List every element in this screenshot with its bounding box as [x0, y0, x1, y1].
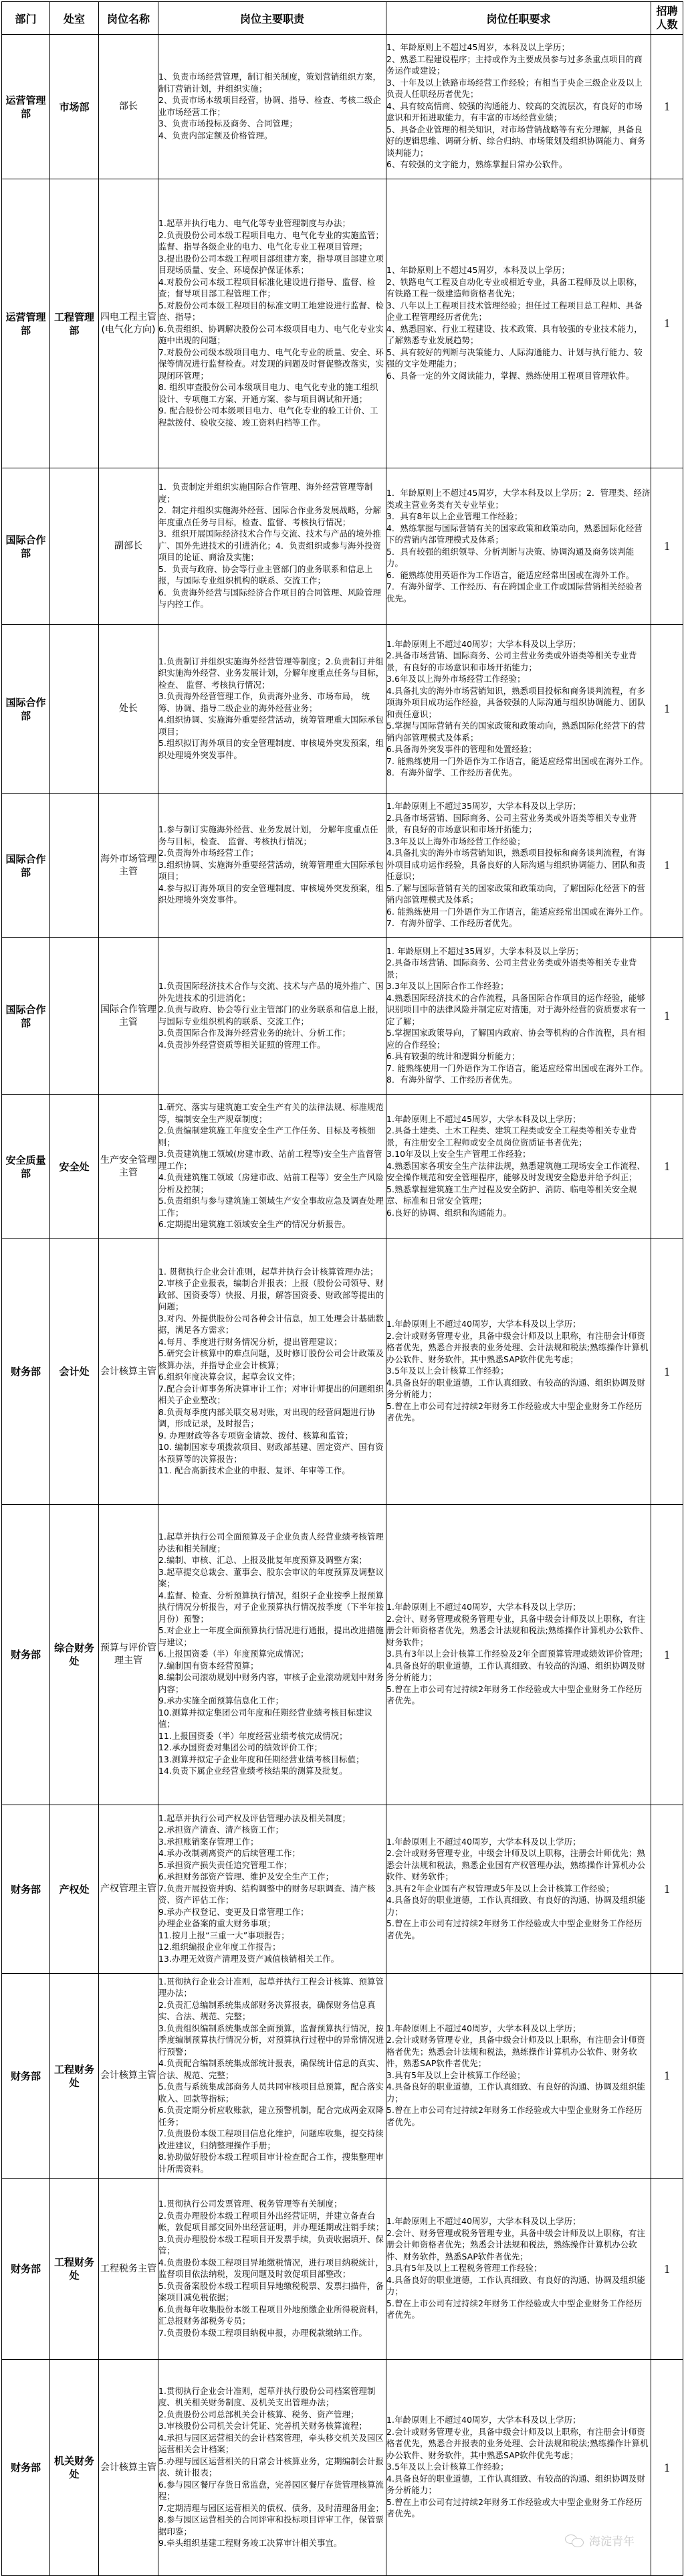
- duty-item: 7.配合会计师事务所决算审计工作；对审计师提出的问题组织相关子企业整改；: [158, 1384, 384, 1405]
- requirement-item: 7．有海外留学、工作经历、有在跨国企业工作或国际营销相关经验者优先。: [386, 582, 643, 604]
- requirement-item: 3.10年及以上安全生产管理工作经验；: [386, 1149, 531, 1160]
- table-row: [2, 1095, 683, 1239]
- cell-requirements: [386, 1505, 651, 1805]
- cell-dept: 财务部: [2, 1805, 50, 1974]
- table-row: [2, 179, 683, 468]
- cell-duties: [158, 794, 386, 938]
- requirement-item: 1.年龄原则上不超过40周岁；大学本科及以上学历；: [386, 639, 581, 649]
- duty-item: 9. 办理财政等各专项资金请款、拨付、核算和监管；: [158, 1431, 354, 1441]
- table-row: [2, 468, 683, 625]
- duty-item: 6.负责定期分析应收账款，建立预警机制，配合完成两金双降任务；: [158, 2106, 384, 2127]
- requirement-item: 5.掌握与国际营销有关的国家政策和政策动向，熟悉国际化经营下的营销内部管理模式及体系；: [386, 721, 646, 743]
- duty-item: 4.负责建筑施工领域（房建市政、站前工程等）安全生产风险分析及控制；: [158, 1173, 384, 1194]
- duty-item: 6.承担财务部资产管理、维护及安全生产工作；: [158, 1872, 334, 1882]
- duty-item: 1.贯彻执行企业会计准则，起草并执行工程会计核算、预算管理办法；: [158, 1976, 384, 1999]
- cell-office: 机关财务处: [50, 2360, 99, 2576]
- requirement-item: 5、具有较好的判断与决策能力、人际沟通能力、计划与执行能力、较强的文字处理能力；: [386, 347, 643, 369]
- requirement-item: 3.3年及以上国际合作工作经验；: [386, 982, 509, 991]
- cell-duties: [158, 179, 386, 468]
- cell-position: 产权管理主管: [99, 1805, 158, 1974]
- requirement-item: 6、具备一定的外文阅读能力，掌握、熟练使用工程项目管理软件。: [386, 371, 635, 381]
- requirement-item: 3.5年及以上会计核算工作经验；: [386, 2462, 509, 2472]
- requirement-item: 4.具备良好的职业道德，工作认真细致、有良好的沟通、协调及组织能力；: [386, 1896, 646, 1917]
- duty-item: 6.定期提出建筑施工领域安全生产的情况分析报告。: [158, 1220, 351, 1230]
- duty-item: 3.负责组织编制系统集成部全面预算，监督预算执行情况，按季度编制预算执行情况分析，对预算执行过程中的异常情况进行预警；: [158, 2023, 384, 2057]
- duty-item: 4.负责涉外经营资质等相关证照的管理工作。: [158, 1040, 326, 1050]
- requirement-item: 1. 年龄原则上不超过35周岁，大学本科及以上学历；: [386, 946, 584, 956]
- cell-office: 工程管理部: [50, 179, 99, 468]
- duty-item: 2.负责汇总编制系统集成部财务决算报表，确保财务信息真实、合法、规范、完整；: [158, 2000, 376, 2022]
- cell-office: 会计处: [50, 1239, 99, 1505]
- duty-item: 5.负责与系统集成部商务人员共同审核项目总预算，配合落实收入、回款等指标；: [158, 2082, 384, 2104]
- cell-position: 生产安全管理主管: [99, 1095, 158, 1239]
- duty-item: 11. 配合高新技术企业的申报、复评、年审等工作。: [158, 1466, 350, 1475]
- requirement-item: 6.良好的协调、组织和沟通能力。: [386, 1208, 512, 1218]
- table-row: [2, 938, 683, 1095]
- duty-item: 1.起草并执行公司全面预算及子企业负责人经营业绩考核管理办法和相关制度；: [158, 1532, 384, 1554]
- cell-requirements: [386, 1974, 651, 2179]
- duty-item: 4.承担与园区运营相关的会计档案管理，牵头移交机关及园区运营相关会计档案；: [158, 2433, 384, 2454]
- duty-item: 10. 编制国家专项拨款项目、财政部基建、固定资产、国有资本预算等的决算报告；: [158, 1443, 384, 1464]
- requirement-item: 4.具备良好的职业道德，工作认真细致、有良好的沟通、协调及组织能力；: [386, 2082, 646, 2104]
- header-office: 处室: [50, 2, 99, 35]
- duty-item: 4.承办改制剥离资产的后续管理工作；: [158, 1849, 301, 1859]
- cell-dept: 国际合作部: [2, 468, 50, 625]
- requirement-item: 3、十年及以上铁路市场经营工作经验；有相当于央企三级企业及以上负责人任职经历者优先；: [386, 78, 643, 100]
- cell-count: 1: [651, 1095, 683, 1239]
- header-dept: 部门: [2, 2, 50, 35]
- cell-office: [50, 794, 99, 938]
- duty-item: 2.负责办理股份本级工程项目外出经营证明，并建立备查台帐，敦促项目部交回外出经营证明，并办理延期或注销手续；: [158, 2211, 384, 2232]
- duty-item: 4、负责内部定额及价格管理。: [158, 130, 273, 141]
- duty-item: 8.协助做好股份本级工程项目审计检查配合工作，搜集整理审计所需资料。: [158, 2152, 384, 2174]
- table-row: [2, 35, 683, 179]
- requirement-item: 1.年龄原则上不超过40周岁，大学本科及以上学历；: [386, 1837, 581, 1847]
- duty-item: 5.承担资产损失责任追究管理工作；: [158, 1860, 292, 1870]
- requirement-item: 2、熟悉工程建设程序；主持或作为主要成员参与过多条重点项目的商务运作或建设；: [386, 54, 643, 76]
- cell-position: 处长: [99, 625, 158, 794]
- duty-item: 5.办理与园区运营相关的日常会计核算业务，定期编制会计报表、统计报表；: [158, 2456, 384, 2478]
- cell-requirements: [386, 2360, 651, 2576]
- cell-duties: [158, 625, 386, 794]
- duty-item: 3.对内、外提供股份公司各种会计信息，加工处理会计基础数据，满足各方需求；: [158, 1313, 384, 1335]
- cell-dept: 财务部: [2, 1239, 50, 1505]
- duty-item: 3.承担账销案存管理工作；: [158, 1837, 259, 1847]
- table-row: [2, 2179, 683, 2360]
- duty-item: 3.组织协调、实施海外重要经营活动，统筹管理重大国际承包项目；: [158, 860, 384, 882]
- requirement-item: 3.具有3年以上会计核算工作经验及2年全面预算管理或绩效评价管理；: [386, 1649, 648, 1659]
- requirement-item: 2.具备市场营销、国际商务、公司主营业务类或外语类等相关专业背景，有良好的市场意识和市场开拓能力；: [386, 813, 637, 835]
- requirement-item: 4.具备扎实的海外市场营销知识，熟悉项目投标和商务谈判流程，有多项海外项目成功运作经验，具备较强的人际沟通与组织协调能力、团队和责任意识；: [386, 686, 646, 719]
- duty-item: 7.负责股份本级工程项目信息化维护，问题库收集，提交持续改进建议，归纳整理操作手册；: [158, 2129, 384, 2150]
- cell-dept: 财务部: [2, 2360, 50, 2576]
- table-row: [2, 625, 683, 794]
- cell-position: 副部长: [99, 468, 158, 625]
- requirement-item: 3、八年以上工程项目技术管理经验；担任过工程项目总工程师、具备企业工程管理经历者优先；: [386, 300, 643, 322]
- requirement-item: 6. 能熟练使用一门外语作为工作语言，能适应经常出国或在海外工作。: [386, 907, 649, 917]
- requirement-item: 4.具备良好的职业道德，工作认真细致、有良好的沟通、协调及组织能力；: [386, 2275, 646, 2297]
- cell-duties: [158, 35, 386, 179]
- duty-item: 1、负责市场经营管理，制订相关制度，策划营销组织方案，制订营销计划，并组织实施；: [158, 72, 381, 94]
- duty-item: 4.监督、检查、分析预算执行情况，组织子企业按季上报预算执行情况分析报告，对子企业预算执行情况按季度（下半年按月份）预警；: [158, 1590, 384, 1624]
- requirement-item: 3.具有5年及以上工程税务管理工作经验；: [386, 2264, 542, 2274]
- requirement-item: 4.具备扎实的海外市场营销知识，熟悉项目投标和商务谈判流程，有海外项目成功运作经验，具备良好的人际沟通与组织协调能力、团队和责任意识；: [386, 848, 646, 882]
- requirement-item: 2.会计、财务管理或税务管理专业，具备中级会计师及以上职称，有注册会计师资格者优先；熟悉会计法规和税法，熟练操作计算机办公软件、财务软件，熟悉SAP软件者优先；: [386, 2228, 646, 2262]
- requirement-item: 4、具有较高情商、较强的沟通能力、较高的交流层次，有良好的市场意识和开拓进取能力，有丰富的市场经营业绩；: [386, 101, 643, 123]
- header-requirements: 岗位任职要求: [386, 2, 651, 35]
- cell-dept: 安全质量部: [2, 1095, 50, 1239]
- requirement-item: 3.6年及以上海外市场经营工作经验；: [386, 674, 526, 684]
- cell-count: 1: [651, 1805, 683, 1974]
- cell-office: 工程财务处: [50, 1974, 99, 2179]
- header-position: 岗位名称: [99, 2, 158, 35]
- cell-count: 1: [651, 625, 683, 794]
- table-row: [2, 2360, 683, 2576]
- requirement-item: 4.熟悉国家各项安全生产法律法规，熟悉建筑施工现场安全工作流程、安全操作规范和安全管理程序，能够及时发现安全隐患并给予纠正；: [386, 1161, 646, 1183]
- cell-dept: 国际合作部: [2, 938, 50, 1095]
- requirement-item: 3.3年及以上海外市场经营工作经验；: [386, 836, 526, 846]
- cell-requirements: [386, 1239, 651, 1505]
- duty-item: 2.承担资产清查、清产核资工作；: [158, 1825, 284, 1835]
- duty-item: 3.提出股份公司本级工程项目部组建方案，指导项目部建立项目现场质量、安全、环境保护保证体系；: [158, 254, 384, 275]
- requirement-item: 1.年龄原则上不超过35周岁，大学本科及以上学历；: [386, 802, 581, 812]
- cell-duties: [158, 468, 386, 625]
- requirement-item: 5.熟悉掌握建筑施工生产过程及安全防护、消防、临电等相关安全规章、标准和日常安全管理；: [386, 1184, 637, 1206]
- requirement-item: 5.掌握国家政策导向，了解国内政府、协会等机构的合作流程，具有相应的合作经验；: [386, 1028, 646, 1050]
- cell-duties: [158, 1505, 386, 1805]
- cell-dept: 国际合作部: [2, 794, 50, 938]
- duty-item: 1.贯彻执行公司发票管理、税务管理等有关制度；: [158, 2199, 342, 2209]
- cell-requirements: [386, 1805, 651, 1974]
- duty-item: 3.起草提交总裁会、董事会、股东会审议的年度预算及调整议案；: [158, 1567, 384, 1589]
- requirement-item: 5.曾在上市公司有过持续2年财务工作经验或大中型企业财务工作经历者优先。: [386, 2298, 643, 2320]
- cell-office: 工程财务处: [50, 2179, 99, 2360]
- duty-item: 2.负责海外市场经营工作；: [158, 848, 259, 858]
- duty-item: 6.上报国资委（半）年度预算完成情况；: [158, 1649, 309, 1659]
- requirement-item: 2.会计或财务管理专业，中级会计师及以上职称，注册会计师优先；熟悉会计法规和税法，熟悉企业国有产权管理办法，熟练操作计算机办公软件、财务软件；: [386, 1849, 646, 1882]
- duty-item: 6.负责组织、协调解决股份公司本级项目电力、电气化专业实施中出现的问题；: [158, 324, 384, 345]
- cell-position: 四电工程主管(电气化方向): [99, 179, 158, 468]
- requirement-item: 5.了解与国际营销有关的国家政策和政策动向，了解国际化经营下的营销内部管理模式及体系；: [386, 883, 646, 905]
- duty-item: 3.负责办理股份本级工程项目开发票手续，负责收据填开、保管；: [158, 2234, 384, 2256]
- requirement-item: 2.会计或财务管理专业，具备中级会计师及以上职称，有注册会计师资格者优先；熟悉会计法规和税法，熟练操作计算机办公软件、财务软件，熟悉SAP软件者优先；: [386, 2035, 646, 2069]
- duty-item: 1.负责制订并组织实施海外经营管理等制度；2.负责制订并组织实施海外经营、业务发展计划，分解年度重点任务与目标，检查、 监督、考核执行情况；: [158, 656, 384, 690]
- cell-position: 部长: [99, 35, 158, 179]
- cell-position: 国际合作管理主管: [99, 938, 158, 1095]
- cell-duties: [158, 2179, 386, 2360]
- requirement-item: 4.具备良好的职业道德，工作认真细致、有较高的沟通、组织协调及财务分析能力；: [386, 1661, 646, 1683]
- duty-item: 1.贯彻执行企业会计准则，起草并执行股份公司档案管理制度、机关相关财务制度、及机关支出管理办法；: [158, 2386, 376, 2407]
- requirement-item: 5.曾在上市公司有过持续2年财务工作经验或大中型企业财务工作经历者优先。: [386, 1401, 643, 1423]
- duty-item: 6．负责海外经营与国际经济合作项目的合同管理、风险管理与内控工作。: [158, 587, 381, 610]
- duty-item: 5.负责组织与参与建筑施工领域生产安全事故应急及调查处理工作；: [158, 1196, 384, 1218]
- duty-item: 4.参与拟订海外项目的安全管理制度、审核境外突发预案，组织处理境外突发事件。: [158, 883, 384, 905]
- duty-item: 2.负责股份公司本级工程项目电力、电气化专业的实施监管；监督、指导各级企业的电力、电气化专业工程项目管理；: [158, 230, 384, 252]
- requirement-item: 2.具备市场营销、国际商务、公司主营业务类或外语类等相关专业背景，有良好的市场意识和市场开拓能力；: [386, 651, 637, 672]
- duty-item: 14.负责下属企业经营业绩考核结果的测算及批复。: [158, 1766, 348, 1776]
- requirement-item: 7. 能熟练使用一门外语作为工作语言，能适应经常出国或在海外工作。: [386, 1063, 649, 1073]
- duty-item: 1.起草并执行公司产权及评估管理办法及相关制度；: [158, 1813, 351, 1823]
- cell-requirements: [386, 179, 651, 468]
- duty-item: 3.负责海外经营管理工作，负责海外业务、市场布局， 统筹、协调、指导二级企业的海外经营业务；: [158, 692, 370, 713]
- cell-dept: 运营管理部: [2, 179, 50, 468]
- duty-item: 8.参与园区运营相关的合同评审和投标项目评审工作，保管票据印鉴；: [158, 2515, 384, 2537]
- cell-position: 会计核算主管: [99, 1239, 158, 1505]
- requirement-item: 6.具有较强的统计和逻辑分析能力；: [386, 1052, 520, 1061]
- duty-item: 1.起草并执行电力、电气化等专业管理制度与办法；: [158, 219, 351, 228]
- duty-item: 9. 配合股份公司本级项目电力、电气化专业的验工计价、工程款拨付、验收交接、竣工资料归档等工作。: [158, 406, 378, 428]
- cell-duties: [158, 2360, 386, 2576]
- requirement-item: 3.5年及以上会计核算工作经验；: [386, 1366, 509, 1376]
- requirement-item: 1．年龄原则上不超过45周岁，大学本科及以上学历；2．管理类、经济类或主营业务类有关专业毕业；: [386, 488, 651, 510]
- duty-item: 办理企业备案的重大财务事项；: [158, 1919, 275, 1929]
- cell-position: 会计核算主管: [99, 1974, 158, 2179]
- requirement-item: 2.具备市场营销、国际商务、公司主营业务类或外语类等相关专业背景；: [386, 958, 637, 980]
- table-row: [2, 1505, 683, 1805]
- requirement-item: 7．有海外留学、工作经历者优先。: [386, 919, 518, 929]
- cell-count: 1: [651, 794, 683, 938]
- requirement-item: 5、具备企业管理的相关知识，对市场营销战略等有充分理解，具备良好的逻辑思维、调研分析、综合归纳、市场策划及组织协调能力、商务谈判能力；: [386, 124, 646, 158]
- requirement-item: 8．有海外留学、工作经历者优先。: [386, 1075, 518, 1085]
- duty-item: 7.对股份公司级本级项目电力、电气化专业的质量、安全、环保等情况进行监督检查。对发现的问题及时督促整改落实，实现闭环管理；: [158, 347, 384, 381]
- cell-office: 产权处: [50, 1805, 99, 1974]
- duty-item: 1.研究、落实与建筑施工安全生产有关的法律法规、标准规范等，编制安全生产规章制度；: [158, 1103, 384, 1124]
- duty-item: 9.承办产权登记、变更及日常管理工作；: [158, 1907, 309, 1917]
- cell-office: [50, 625, 99, 794]
- duty-item: 2.编制、审核、汇总、上报及批复年度预算及调整方案；: [158, 1556, 368, 1566]
- duty-item: 6.参与园区餐厅存货日常监盘，完善园区餐厅存货管理核算流程；: [158, 2480, 384, 2501]
- requirement-item: 5.曾在上市公司有过持续2年财务工作经验或大中型企业财务工作经历者优先。: [386, 1684, 643, 1706]
- cell-office: 综合财务处: [50, 1505, 99, 1805]
- requirement-item: 4、熟悉国家、行业工程建设、技术政策、具有较强的专业技术能力，了解熟悉专业发展趋势；: [386, 324, 643, 345]
- duty-item: 4.负责股份本级工程项目异地缴税情况，进行项目纳税统计，监督项目依法纳税，发现问题及时敦促项目部整改；: [158, 2258, 384, 2279]
- requirement-item: 1、年龄原则上不超过45周岁，本科及以上学历；: [386, 266, 570, 275]
- cell-position: 海外市场管理主管: [99, 794, 158, 938]
- duty-item: 6.组织年度决算会议，起草会议文件；: [158, 1372, 301, 1382]
- requirement-item: 1.年龄原则上不超过40周岁，大学本科及以上学历；: [386, 1602, 581, 1613]
- cell-count: 1: [651, 1974, 683, 2179]
- recruitment-table: [1, 1, 683, 2576]
- table-row: [2, 1974, 683, 2179]
- cell-requirements: [386, 2179, 651, 2360]
- requirement-item: 5.曾在上市公司有过持续2年财务工作经验或大中型企业财务工作经历者优先。: [386, 2497, 643, 2519]
- duty-item: 5.组织拟订海外项目的安全管理制度、审核境外突发预案，组织处理境外突发事件。: [158, 739, 384, 760]
- duty-item: 5.负责备案股份本级工程项目异地缴税税票、发票扫描件，备案项目减免税依据；: [158, 2281, 384, 2302]
- duty-item: 1.负责国际经济技术合作与交流、技术与产品的境外推广、国外先进技术的引进消化；: [158, 982, 384, 1003]
- cell-office: [50, 468, 99, 625]
- requirement-item: 2.具备土建类、土木工程类、建筑工程类或安全工程类等相关专业背景，有注册安全工程师或安全员岗位资质证书者优先；: [386, 1126, 637, 1147]
- cell-count: 1: [651, 2360, 683, 2576]
- requirement-item: 2、铁路电气工程及自动化专业或相近专业，具备工程师及以上职称，有铁路工程一级建造师资格者优先；: [386, 277, 643, 298]
- cell-requirements: [386, 1095, 651, 1239]
- duty-item: 5．负责与政府、协会等行业主管部门的业务联系和信息上报，与国际专业组织机构的联系、交流工作；: [158, 564, 373, 586]
- duty-item: 1.参与制订实施海外经营、业务发展计划， 分解年度重点任务与目标，检查、 监督、考核执行情况；: [158, 825, 378, 846]
- duty-item: 5.对股份公司本级工程项目的标准文明工地建设进行监督、检查、指导；: [158, 300, 384, 322]
- duty-item: 8.负责每季度内部关联交易对账，对出现的经营问题进行协调，形成记录，及时报告；: [158, 1407, 376, 1429]
- requirement-item: 3．具有8年以上企业管理工作经验；: [386, 512, 523, 521]
- cell-duties: [158, 938, 386, 1095]
- cell-dept: 国际合作部: [2, 625, 50, 794]
- duty-item: 1．负责制定并组织实施国际合作管理、海外经营管理等制度；: [158, 482, 373, 504]
- cell-requirements: [386, 468, 651, 625]
- cell-requirements: [386, 625, 651, 794]
- cell-count: 1: [651, 468, 683, 625]
- duty-item: 4.组织协调、实施海外重要经营活动，统筹管理重大国际承包项目；: [158, 715, 384, 737]
- duty-item: 2、负责市场本级项目经营，协调、指导、检查、考核二级企业市场经营工作；: [158, 96, 381, 117]
- requirement-item: 1.年龄原则上不超过40周岁，大学本科及以上学历；: [386, 2217, 581, 2227]
- requirement-item: 5．具有较强的组织领导、分析判断与决策、协调沟通及商务谈判能力。: [386, 547, 635, 568]
- duty-item: 4.负责配合编制系统集成部统计报表，确保统计信息的真实、合法、规范、完整；: [158, 2059, 384, 2080]
- duty-item: 8.编制公司滚动规划中财务内容，审核子企业滚动规划中财务内容；: [158, 1673, 384, 1694]
- requirement-item: 7. 能熟练使用一门外语作为工作语言，能适应经常出国或在海外工作。: [386, 756, 649, 766]
- cell-count: 1: [651, 179, 683, 468]
- duty-item: 5.对企业上一年度全面预算执行情况进行通报，提出改进措施与建议；: [158, 1626, 384, 1647]
- cell-office: 市场部: [50, 35, 99, 179]
- duty-item: 2.负责编制建筑施工年度安全生产工作任务、目标及考核细则；: [158, 1126, 376, 1147]
- requirement-item: 6．能熟练使用英语作为工作语言，能适应经常出国或在海外工作。: [386, 570, 635, 580]
- cell-dept: 财务部: [2, 2179, 50, 2360]
- cell-position: 预算与评价管理主管: [99, 1505, 158, 1805]
- requirement-item: 3.具有5年及以上会计核算工作经验；: [386, 2070, 526, 2080]
- cell-office: 安全处: [50, 1095, 99, 1239]
- requirement-item: 2.会计或财务管理专业，具备中级会计师及以上职称，有注册会计师资格者优先，熟悉合并报表的业务处理、会计法规和税法;熟练操作计算机办公软件、财务软件，其中熟悉SAP软件优先考虑；: [386, 2427, 649, 2460]
- duty-item: 10.测算并拟定集团公司年度和任期经营业绩考核目标建议值；: [158, 1708, 373, 1730]
- duty-item: 3.审核股份公司机关会计凭证、完善机关财务核算流程；: [158, 2421, 368, 2431]
- requirement-item: 5.曾在上市公司有过持续2年财务工作经验或大中型企业财务工作经历者优先。: [386, 2106, 643, 2127]
- duty-item: 3.负责国际合作及海外经营业务的统计、分析工作；: [158, 1028, 351, 1038]
- duty-item: 4.对股份公司本级工程项目标准化建设进行指导、监督、检查；督导项目部工程管理工作；: [158, 277, 376, 298]
- cell-duties: [158, 1974, 386, 2179]
- duty-item: 7.定期清理与园区运营相关的债权、债务，及时清理备用金；: [158, 2503, 384, 2513]
- duty-item: 3、负责市场投标及商务、合同管理；: [158, 119, 298, 128]
- duty-item: 7.编制国有资本经营预算；: [158, 1661, 259, 1671]
- requirement-item: 4.具备良好的职业道德，工作认真细致、有较高的沟通、组织协调及财务分析能力；: [386, 1378, 646, 1400]
- duty-item: 9.牵头组织基建工程财务竣工决算审计相关事宜。: [158, 2539, 342, 2548]
- cell-count: 1: [651, 1239, 683, 1505]
- table-row: [2, 1805, 683, 1974]
- cell-duties: [158, 1239, 386, 1505]
- requirement-item: 3.具有2年企业国有产权管理或5年及以上会计核算工作经验；: [386, 1883, 614, 1894]
- cell-requirements: [386, 794, 651, 938]
- cell-duties: [158, 1805, 386, 1974]
- requirement-item: 2.会计、财务管理或税务管理专业，具备中级会计师及以上职称，有注册会计师资格者优先，熟悉会计法规和税法;熟练操作计算机办公软件、财务软件；: [386, 1614, 649, 1647]
- watermark-text: 海淀青年: [589, 2535, 635, 2549]
- duty-item: 11.上报国资委（半）年度经营业绩考核完成情况；: [158, 1731, 348, 1741]
- duty-item: 3．组织开展国际经济技术合作与交流、技术与产品的境外推广、国外先进技术的引进消化；4．负责组织或参与海外投资项目的论证、商洽及实施；: [158, 529, 381, 563]
- cell-count: 1: [651, 35, 683, 179]
- cell-requirements: [386, 35, 651, 179]
- duty-item: 1. 贯彻执行企业会计准则，起草并执行会计核算管理办法；: [158, 1267, 378, 1277]
- requirement-item: 5.曾在上市公司有过持续2年财务工作经验或大中型企业财务工作经历者优先。: [386, 1919, 643, 1940]
- duty-item: 12.组织编报企业年度工作报告；: [158, 1942, 281, 1952]
- duty-item: 3.负责建筑施工领域(房建市政、站前工程等)安全生产监督管理工作；: [158, 1149, 382, 1171]
- requirement-item: 6、有较强的文字能力，熟练掌握日常办公软件。: [386, 160, 568, 170]
- cell-requirements: [386, 938, 651, 1095]
- requirement-item: 4.熟悉国际经济技术的合作流程，具备国际合作项目的运作经验，能够识别项目中的法律风险并制定应对措施，对于海外经营的资质要求有一定了解；: [386, 993, 646, 1026]
- cell-dept: 财务部: [2, 1974, 50, 2179]
- duty-item: 4.每月、季度进行财务情况分析，提出管理建议；: [158, 1337, 342, 1347]
- cell-position: 工程税务主管: [99, 2179, 158, 2360]
- requirement-item: 4.具备良好的职业道德，工作认真细致、有较高的沟通、组织协调及财务分析能力；: [386, 2474, 646, 2496]
- duty-item: 6.负责每年收集股份本级工程项目外地预缴企业所得税资料，汇总报财务部税务专员；: [158, 2304, 384, 2326]
- duty-item: 7.负责开展投资并购、结构调整中的财务尽职调查、清产核资、资产评估工作；: [158, 1883, 376, 1906]
- cell-office: [50, 938, 99, 1095]
- cell-count: 1: [651, 1505, 683, 1805]
- cell-position: 会计核算主管: [99, 2360, 158, 2576]
- cell-duties: [158, 1095, 386, 1239]
- duty-item: 13.测算并拟定子企业年度和任期经营业绩考核目标值；: [158, 1754, 364, 1764]
- requirement-item: 2.会计或财务管理专业，具备中级会计师及以上职称，有注册会计师资格者优先，熟悉合并报表的业务处理、会计法规和税法;熟练操作计算机办公软件、财务软件，其中熟悉SAP软件优先考虑；: [386, 1331, 649, 1364]
- cell-dept: 运营管理部: [2, 35, 50, 179]
- requirement-item: 8．有海外留学、工作经历者优先。: [386, 768, 518, 777]
- table-header-row: [2, 2, 683, 35]
- requirement-item: 4．熟练掌握与国际营销有关的国家政策和政策动向，熟悉国际化经营下的营销内部管理模式及体系；: [386, 523, 643, 545]
- requirement-item: 1.年龄原则上不超过40周岁，大学本科及以上学历；: [386, 2023, 581, 2033]
- duty-item: 2.负责与政府、协会等行业主管部门的业务联系和信息上报，与国际专业组织机构的联系、交流工作；: [158, 1005, 384, 1026]
- duty-item: 2.负责股份公司总部机关会计核算、税务、资产管理；: [158, 2409, 359, 2419]
- requirement-item: 1.年龄原则上不超过40周岁，大学本科及以上学历；: [386, 2415, 581, 2425]
- duty-item: 9.承办实施全面预算信息化工作；: [158, 1696, 284, 1706]
- duty-item: 11.按月上报“三重一大”事项报告；: [158, 1930, 290, 1940]
- header-duties: 岗位主要职责: [158, 2, 386, 35]
- duty-item: 2．制定并组织实施海外经营、国际合作业务发展战略，分解年度重点任务与目标，检查、监督、考核执行情况；: [158, 506, 381, 527]
- table-row: [2, 794, 683, 938]
- duty-item: 7.负责股份本级工程项目纳税申报，办理税款缴纳工作。: [158, 2328, 368, 2338]
- table-row: [2, 1239, 683, 1505]
- requirement-item: 1.年龄原则上不超过40周岁，大学本科及以上学历；: [386, 1319, 581, 1329]
- requirement-item: 6.具备海外突发事件的管理和处置经验；: [386, 745, 537, 754]
- duty-item: 2.审核子企业报表，编制合并报表；上报（股份公司领导、财政部、国资委等）快报、月报，解答国资委、财政部等提出的问题；: [158, 1279, 384, 1311]
- cell-dept: 财务部: [2, 1505, 50, 1805]
- duty-item: 13.办理无效资产清理及资产减值核销相关工作。: [158, 1954, 340, 1964]
- duty-item: 5.研究会计核算中的难点问题，及时修订股份公司会计政策及核算办法，并指导企业会计核算；: [158, 1349, 384, 1370]
- cell-count: 1: [651, 938, 683, 1095]
- header-count: 招聘人数: [651, 2, 683, 35]
- cell-count: 1: [651, 2179, 683, 2360]
- duty-item: 12.承办国资委对集团公司的绩效评价工作；: [158, 1743, 323, 1753]
- requirement-item: 1、年龄原则上不超过45周岁，本科及以上学历；: [386, 43, 570, 53]
- requirement-item: 1.年龄原则上不超过45周岁，大学本科及以上学历；: [386, 1114, 581, 1124]
- duty-item: 8. 组织审查股份公司本级项目电力、电气化专业的施工组织设计、专项施工方案、开通方案、参与项目调试和开通；: [158, 383, 378, 404]
